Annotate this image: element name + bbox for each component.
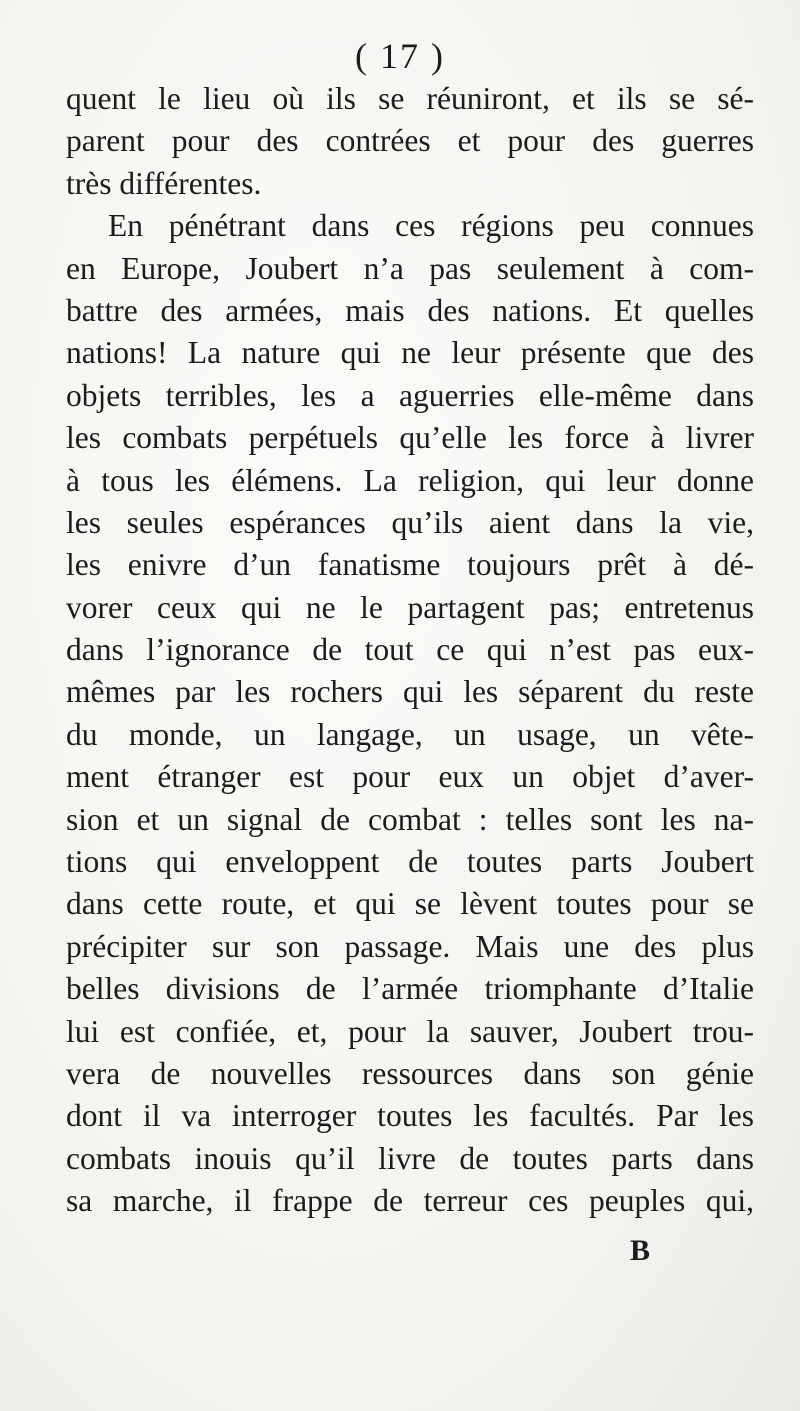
text-line: à tous les élémens. La religion, qui leur donne [66,462,754,498]
text-line: battre des armées, mais des nations. Et quelles [66,292,754,328]
text-line: vorer ceux qui ne le partagent pas; entretenus [66,589,754,625]
text-line: nations! La nature qui ne leur présente que des [66,335,754,371]
page-number: ( 17 ) [355,36,445,76]
text-line: quent le lieu où ils se réuniront, et ils se sé- [66,81,754,116]
text-line: les seules espérances qu’ils aient dans la vie, [66,504,754,540]
text-line: ment étranger est pour eux un objet d’aver- [66,759,754,795]
text-line: mêmes par les rochers qui les séparent du reste [66,674,754,710]
body-text [66,78,754,1223]
text-line: les combats perpétuels qu’elle les force à livrer [66,420,754,456]
text-line: vera de nouvelles ressources dans son génie [66,1055,754,1091]
signature-mark: B [630,1234,651,1267]
text-line: les enivre d’un fanatisme toujours prêt à dé- [66,547,754,583]
text-line: tions qui enveloppent de toutes parts Joubert [66,844,754,880]
text-line: dont il va interroger toutes les facultés. Par les [66,1098,754,1134]
text-line: parent pour des contrées et pour des guerres [66,123,754,159]
paragraph-start-line: En pénétrant dans ces régions peu connues [108,208,754,244]
text-line: sa marche, il frappe de terreur ces peuples qui, [66,1183,754,1219]
text-line: très différentes. [66,165,262,201]
text-line: en Europe, Joubert n’a pas seulement à com- [66,250,754,286]
text-line: précipiter sur son passage. Mais une des plus [66,928,754,964]
text-line: du monde, un langage, un usage, un vête- [66,716,754,752]
text-line: objets terribles, les a aguerries elle-même dans [66,377,754,413]
text-line: belles divisions de l’armée triomphante d’Italie [66,971,754,1007]
text-line: lui est confiée, et, pour la sauver, Joubert trou- [66,1013,754,1049]
text-line: combats inouis qu’il livre de toutes parts dans [66,1140,754,1176]
text-line: sion et un signal de combat : telles sont les na- [66,801,754,837]
text-line: dans l’ignorance de tout ce qui n’est pas eux- [66,632,754,668]
text-line: dans cette route, et qui se lèvent toutes pour se [66,886,754,922]
